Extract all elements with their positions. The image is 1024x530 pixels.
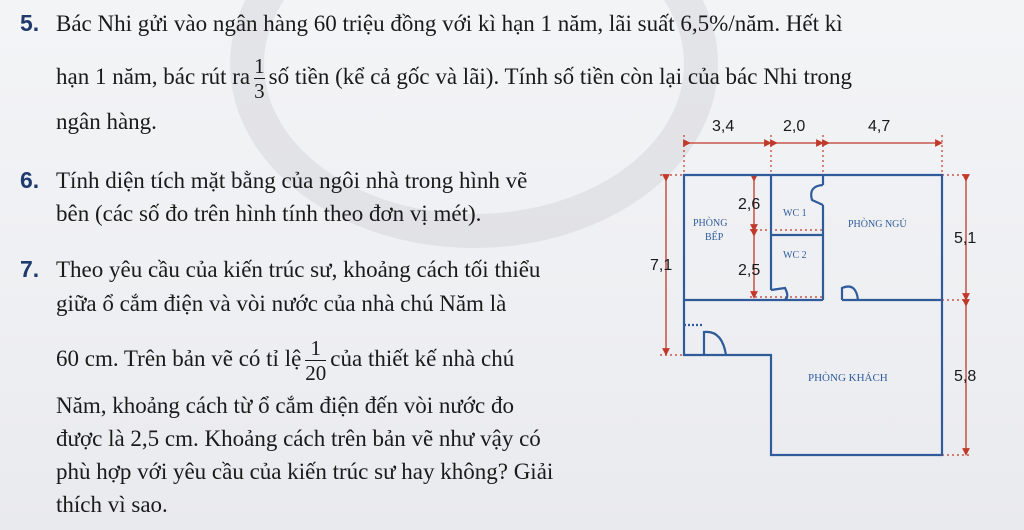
problem-7-line-6: phù hợp với yêu cầu của kiến trúc sư hay không? Giải — [56, 459, 554, 484]
extension-lines — [660, 135, 972, 455]
problem-6-line-2: bên (các số đo trên hình tính theo đơn vị mét). — [56, 201, 482, 226]
problem-6-line-1: Tính diện tích mặt bằng của ngôi nhà trong hình vẽ — [56, 168, 528, 193]
problem-7-line-3-pre: 60 cm. Trên bản vẽ có tỉ lệ — [56, 345, 302, 371]
dim-top-left: 3,4 — [712, 118, 735, 135]
problem-7-line-7: thích vì sao. — [56, 492, 168, 517]
problem-7-line-1: Theo yêu cầu của kiến trúc sư, khoảng cách tối thiểu — [56, 257, 541, 282]
fraction-denominator: 20 — [305, 361, 327, 385]
dim-inner-top: 2,6 — [738, 196, 761, 213]
dim-left: 7,1 — [650, 257, 673, 274]
problem-7-line-4: Năm, khoảng cách từ ổ cắm điện đến vòi nước đo — [56, 393, 514, 418]
room-bedroom: PHÒNG NGỦ — [848, 219, 907, 230]
problem-6-number: 6. — [20, 167, 40, 193]
problem-7-line-5: được là 2,5 cm. Khoảng cách trên bản vẽ như vậy có — [56, 426, 541, 451]
dim-right-bottom: 5,8 — [954, 368, 977, 385]
dim-top-right: 4,7 — [868, 118, 891, 135]
fraction-numerator: 1 — [310, 336, 322, 360]
problem-7-number: 7. — [20, 256, 40, 282]
problem-5-line-3: ngân hàng. — [56, 109, 157, 134]
dim-top-mid: 2,0 — [783, 118, 806, 135]
problem-7-line-3-post: của thiết kế nhà chú — [330, 345, 515, 371]
problem-5-line-2-pre: hạn 1 năm, bác rút ra — [56, 63, 251, 89]
fraction-numerator: 1 — [254, 54, 265, 78]
fraction-denominator: 3 — [254, 79, 265, 103]
problem-5-number: 5. — [20, 10, 40, 36]
room-living: PHÒNG KHÁCH — [808, 372, 888, 384]
problem-5-line-1: Bác Nhi gửi vào ngân hàng 60 triệu đồng với kì hạn 1 năm, lãi suất 6,5%/năm. Hết kì — [56, 11, 843, 36]
room-wc1: WC 1 — [783, 208, 807, 219]
problem-5-line-2-post: số tiền (kể cả gốc và lãi). Tính số tiền còn lại của bác Nhi trong — [268, 63, 852, 89]
problem-7-line-2: giữa ổ cắm điện và vòi nước của nhà chú Năm là — [56, 291, 507, 316]
room-kitchen-line-1: PHÒNG — [693, 218, 728, 229]
room-wc2: WC 2 — [783, 250, 807, 261]
dim-inner-bottom: 2,5 — [738, 262, 761, 279]
walls — [684, 175, 942, 455]
room-kitchen-line-2: BẾP — [705, 232, 724, 243]
dim-right-top: 5,1 — [954, 230, 977, 247]
